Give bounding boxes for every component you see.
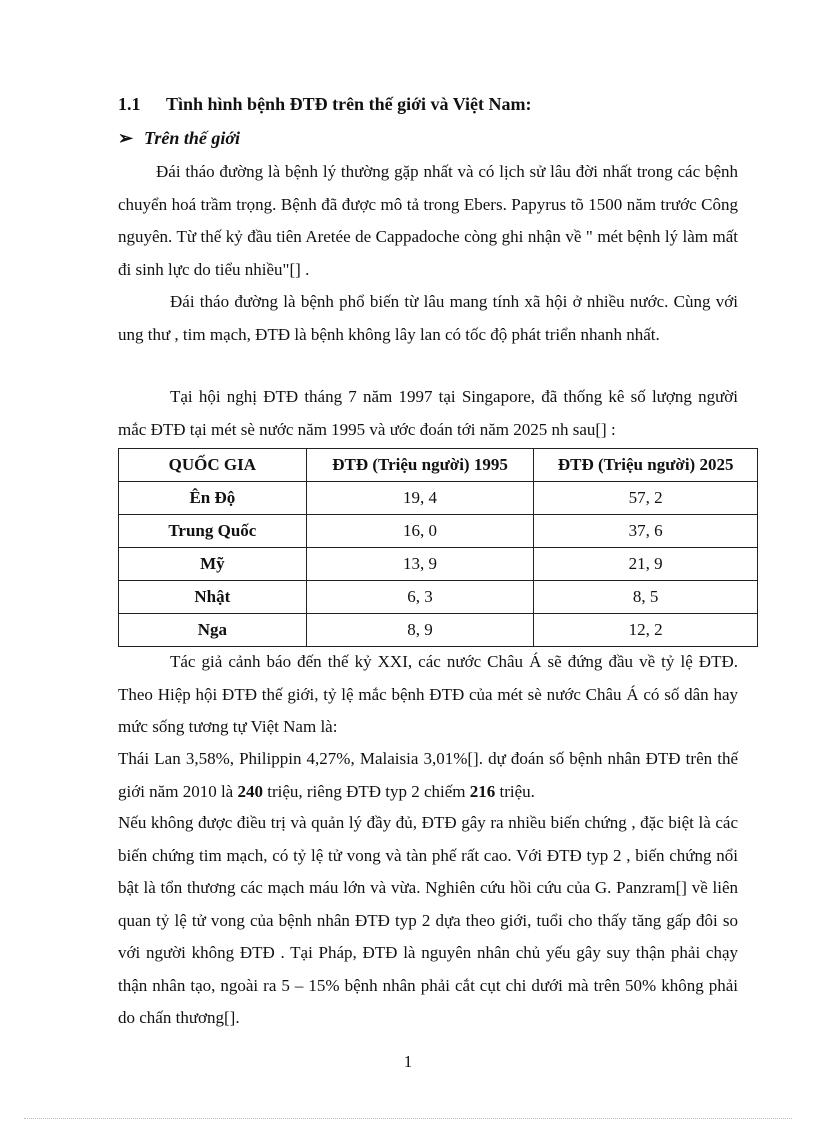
value-1995-cell: 13, 9 [306,548,534,581]
value-1995-cell: 8, 9 [306,614,534,647]
value-2025-cell: 57, 2 [534,482,758,515]
paragraph-prevalence: Đái tháo đường là bệnh phổ biến từ lâu mang tính xã hội ở nhiều nước. Cùng với ung thư , tim mạch, ĐTĐ là bệnh không lây lan có tốc độ phát triển nhanh nhất. [118,292,738,344]
header-1995: ĐTĐ (Triệu người) 1995 [306,449,534,482]
table-row [119,482,758,515]
forecast-2010-total: 240 [237,781,263,801]
table-row [119,581,758,614]
header-2025: ĐTĐ (Triệu người) 2025 [534,449,758,482]
page-number: 1 [403,1052,413,1071]
table-header-row [119,449,758,482]
diabetes-statistics-table [118,448,758,647]
value-2025-cell: 37, 6 [534,515,758,548]
footer-divider [24,1118,792,1119]
country-cell: Nhật [119,581,307,614]
arrow-bullet-icon: ➢ [118,128,134,148]
paragraph-asia-rates [118,743,738,808]
value-2025-cell: 12, 2 [534,614,758,647]
value-2025-cell: 21, 9 [534,548,758,581]
paragraph-asia-warning: Tác giả cảnh báo đến thế kỷ XXI, các nước Châu Á sẽ đứng đầu về tỷ lệ ĐTĐ. Theo Hiệp hội ĐTĐ thế giới, tỷ lệ mắc bệnh ĐTĐ của mét sè nước Châu Á có số dân hay mức sống tương tự Việt Nam là: [118,652,738,736]
value-1995-cell: 6, 3 [306,581,534,614]
rates-text-end: triệu. [495,781,535,801]
country-cell: Mỹ [119,548,307,581]
paragraph-complications: Nếu không được điều trị và quản lý đầy đủ, ĐTĐ gây ra nhiều biến chứng , đặc biệt là các biến chứng tim mạch, có tỷ lệ tử vong và tàn phế rất cao. Với ĐTĐ typ 2 , biến chứng nổi bật là tổn thương các mạch máu lớn và vừa. Nghiên cứu hồi cứu của G. Panzram[] về liên quan tỷ lệ tử vong của bệnh nhân ĐTĐ typ 2 dựa theo giới, tuổi cho thấy tăng gấp đôi so với người không ĐTĐ . Tại Pháp, ĐTĐ là nguyên nhân chủ yếu gây suy thận phải chạy thận nhân tạo, ngoài ra 5 – 15% bệnh nhân phải cắt cụt chi dưới mà trên 50% không phải do chấn thương[]. [118,813,738,1027]
value-2025-cell: 8, 5 [534,581,758,614]
section-heading [118,94,532,115]
subheading [118,128,240,149]
subheading-text: Trên thế giới [144,128,240,148]
value-1995-cell: 16, 0 [306,515,534,548]
section-number: 1.1 [118,94,141,114]
country-cell: Trung Quốc [119,515,307,548]
forecast-type2-total: 216 [469,781,496,801]
header-country: QUỐC GIA [119,449,307,482]
rates-text-start: Thái Lan 3,58%, Philippin 4,27%, Malaisia 3,01%[]. dự đoán số bệnh nhân ĐTĐ trên thế giới năm 2010 là [118,749,738,801]
rates-text-middle: triệu, riêng ĐTĐ typ 2 chiếm [262,781,470,801]
table-row [119,614,758,647]
table-row [119,515,758,548]
section-title: Tình hình bệnh ĐTĐ trên thế giới và Việt Nam: [166,94,532,114]
paragraph-conference: Tại hội nghị ĐTĐ tháng 7 năm 1997 tại Singapore, đã thống kê số lượng người mắc ĐTĐ tại mét sè nước năm 1995 và ước đoán tới năm 2025 nh sau[] : [118,387,738,439]
table-row [119,548,758,581]
country-cell: Nga [119,614,307,647]
value-1995-cell: 19, 4 [306,482,534,515]
country-cell: Ên Độ [119,482,307,515]
paragraph-history: Đái tháo đường là bệnh lý thường gặp nhất và có lịch sử lâu đời nhất trong các bệnh chuyển hoá trầm trọng. Bệnh đã được mô tả trong Ebers. Papyrus tõ 1500 năm trước Công nguyên. Từ thế kỷ đầu tiên Aretée de Cappadoche còng ghi nhận về " mét bệnh lý làm mất đi sinh lực do tiểu nhiều"[] . [118,162,738,279]
